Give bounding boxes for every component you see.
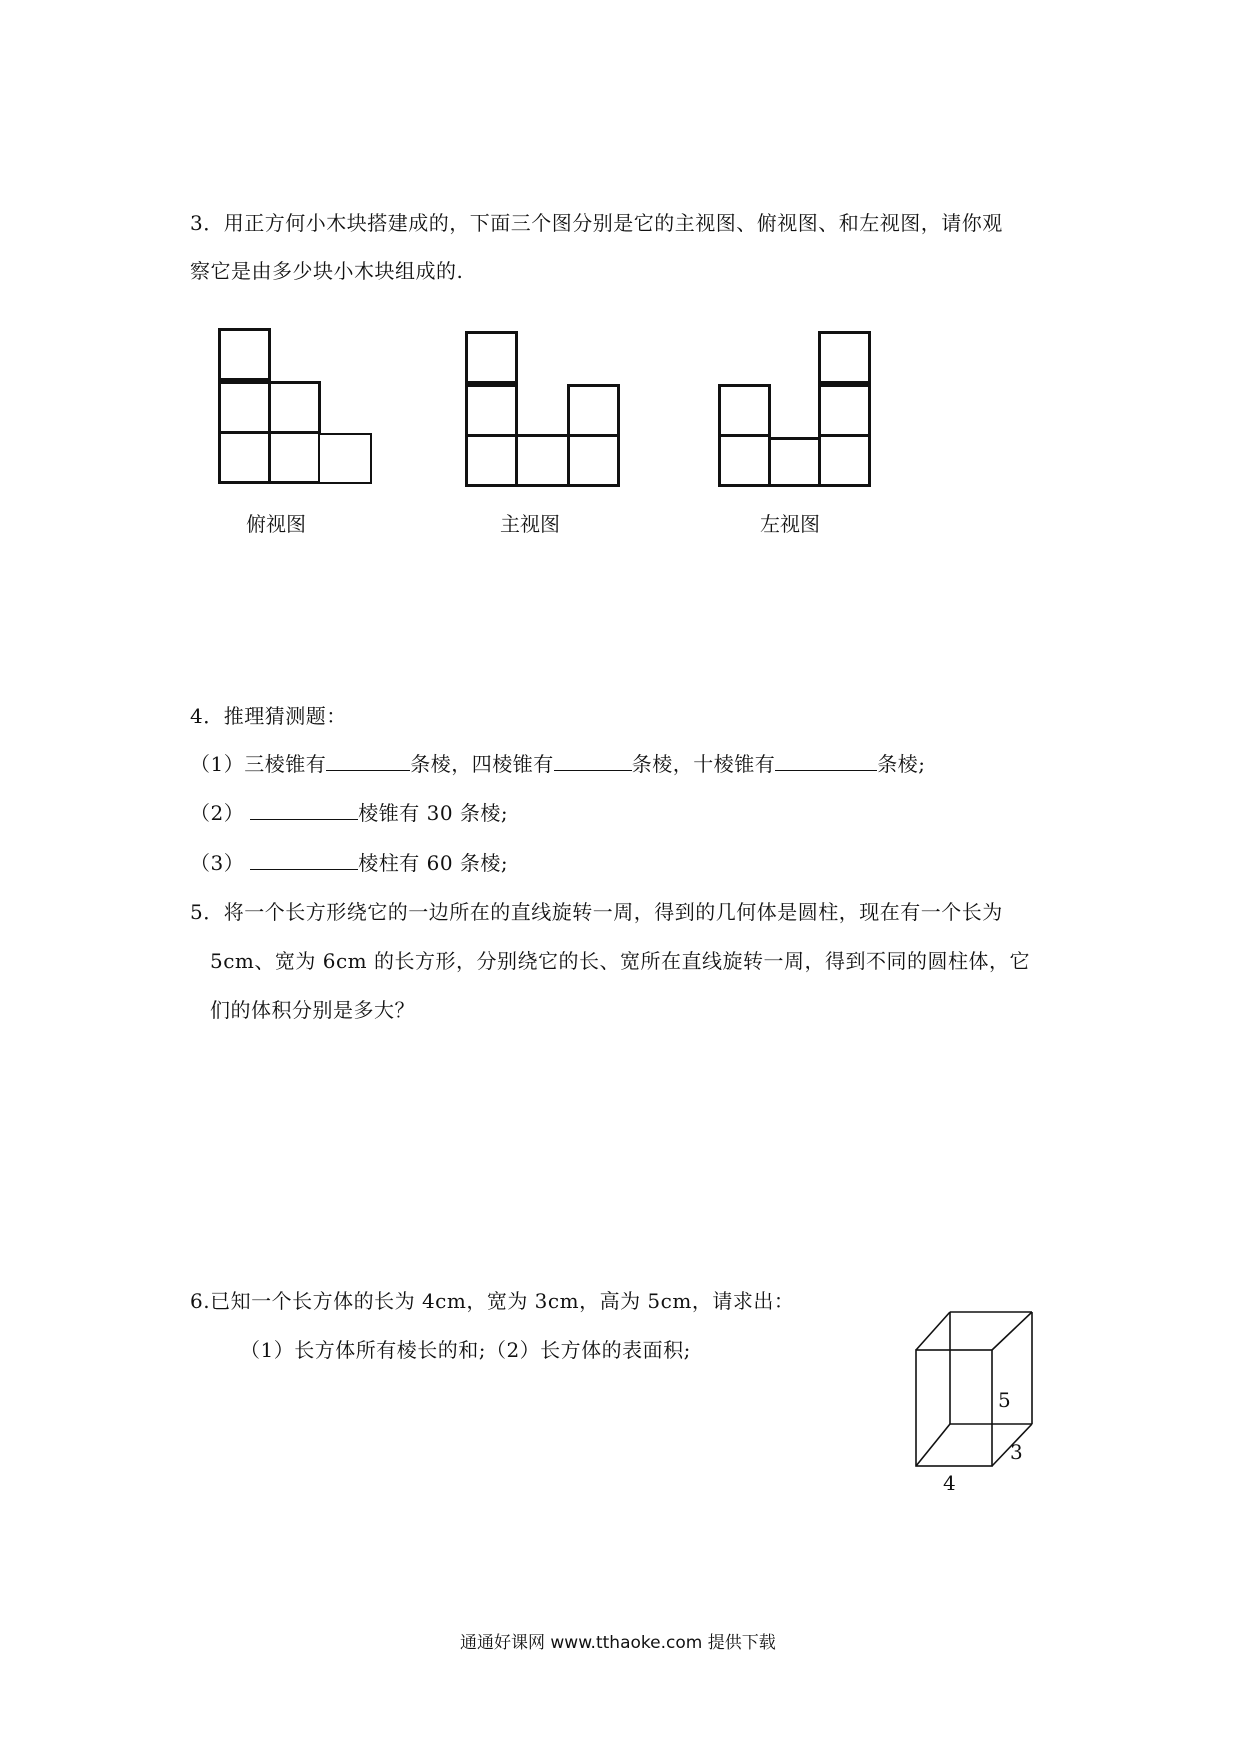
- front-view-square: [515, 434, 570, 487]
- left-view-square: [818, 384, 871, 437]
- top-view-square: [318, 433, 372, 484]
- q5-line-1: 5．将一个长方形绕它的一边所在的直线旋转一周，得到的几何体是圆柱，现在有一个长为: [190, 900, 1003, 924]
- q4-part-2-number: （2）: [190, 801, 245, 825]
- left-view-caption: 左视图: [760, 512, 820, 536]
- q6-line-2: （1）长方体所有棱长的和;（2）长方体的表面积;: [240, 1338, 691, 1362]
- q4-part-1-number: （1）: [190, 752, 245, 776]
- q4-part-1: [190, 750, 925, 777]
- q4-part-1-text-b: 条棱，四棱锥有: [410, 752, 554, 776]
- front-view-square: [465, 331, 518, 384]
- q4-part-3-text: 棱柱有 60 条棱;: [358, 851, 509, 875]
- q4-part-1-text-d: 条棱;: [877, 752, 926, 776]
- cuboid-height-label: 5: [998, 1388, 1011, 1412]
- q3-line-2: 察它是由多少块小木块组成的.: [190, 259, 464, 283]
- q4-part-1-text-a: 三棱锥有: [244, 752, 327, 776]
- q4-part-2-text: 棱锥有 30 条棱;: [358, 801, 509, 825]
- top-view-square: [218, 431, 271, 484]
- q3-line-1: 3．用正方何小木块搭建成的，下面三个图分别是它的主视图、俯视图、和左视图，请你观: [190, 211, 1003, 235]
- q4-title: 4．推理猜测题：: [190, 704, 347, 728]
- q4-part-1-text-c: 条棱，十棱锥有: [631, 752, 776, 776]
- answer-blank[interactable]: [250, 799, 358, 820]
- q5-line-3: 们的体积分别是多大？: [210, 998, 415, 1022]
- answer-blank[interactable]: [250, 849, 358, 870]
- front-view-caption: 主视图: [500, 512, 560, 536]
- cuboid-edge: [916, 1312, 950, 1350]
- front-view-square: [567, 434, 620, 487]
- page-footer: 通通好课网 www.tthaoke.com 提供下载: [460, 1633, 776, 1653]
- top-view-caption: 俯视图: [246, 512, 306, 536]
- left-view-square: [768, 437, 821, 487]
- front-view-square: [465, 384, 518, 437]
- q5-line-2: 5cm、宽为 6cm 的长方形，分别绕它的长、宽所在直线旋转一周，得到不同的圆柱体，它: [210, 949, 1030, 973]
- q4-part-3: [190, 849, 508, 876]
- left-view-square: [818, 434, 871, 487]
- top-view-square: [268, 431, 321, 484]
- q4-part-3-number: （3）: [190, 851, 245, 875]
- cuboid-front-face: [916, 1350, 992, 1466]
- front-view-square: [567, 384, 620, 437]
- cuboid-figure: [900, 1300, 1070, 1500]
- top-view-square: [268, 381, 321, 434]
- answer-blank[interactable]: [326, 750, 410, 771]
- answer-blank[interactable]: [775, 750, 877, 771]
- q6-line-1: 6.已知一个长方体的长为 4cm，宽为 3cm，高为 5cm，请求出：: [190, 1289, 795, 1313]
- top-view-square: [218, 328, 271, 381]
- left-view-square: [818, 331, 871, 384]
- cuboid-edge: [992, 1312, 1032, 1350]
- q4-part-2: [190, 799, 508, 826]
- answer-blank[interactable]: [554, 750, 632, 771]
- front-view-square: [465, 434, 518, 487]
- top-view-square: [218, 381, 271, 434]
- cuboid-length-label: 4: [943, 1471, 956, 1495]
- left-view-square: [718, 434, 771, 487]
- cuboid-width-label: 3: [1010, 1440, 1023, 1464]
- cuboid-hidden-edge: [916, 1424, 950, 1466]
- left-view-square: [718, 384, 771, 437]
